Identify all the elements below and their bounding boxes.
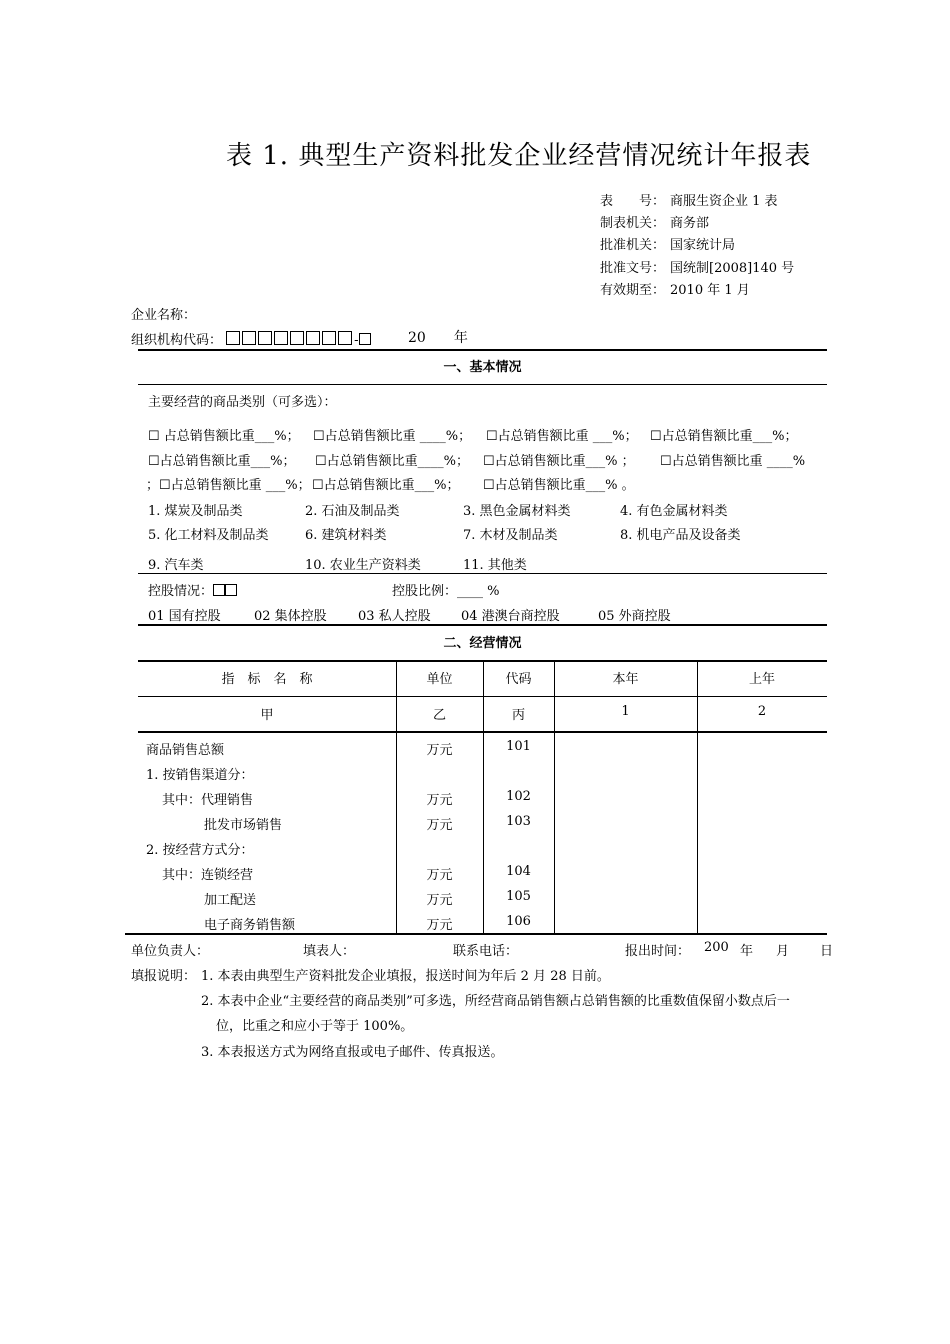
report-year-value: 200 [704,940,729,955]
holding-option: 03 私人控股 [358,609,431,624]
report-time-label: 报出时间： [625,944,691,959]
row-name: 2. 按经营方式分： [146,843,254,858]
section-basic-info-title: 一、基本情况 [443,360,522,375]
holding-ratio-field[interactable]: ____ [457,584,484,599]
row-name: 其中：连锁经营 [162,868,254,883]
category-item: 9. 汽车类 [148,558,204,573]
row-name: 其中：代理销售 [162,793,254,808]
subheader-name: 甲 [260,708,274,723]
category-item: 6. 建筑材料类 [305,528,387,543]
category-item: 2. 石油及制品类 [305,504,400,519]
row-unit: 万元 [426,743,453,758]
row-name: 电子商务销售额 [204,918,296,933]
row-name: 1. 按销售渠道分： [146,768,254,783]
subheader-unit: 乙 [432,708,446,723]
note-item: 位，比重之和应小于等于 100%。 [216,1019,414,1034]
row-unit: 万元 [426,818,453,833]
meta-value: 国家统计局 [670,238,736,253]
meta-value: 国统制[2008]140 号 [670,261,795,276]
categories-label: 主要经营的商品类别（可多选）： [148,395,337,410]
section-operations-title: 二、经营情况 [443,636,522,651]
row-code: 104 [506,864,531,879]
report-day-unit: 日 [820,944,834,959]
report-year [408,327,468,347]
code-box[interactable] [322,331,336,345]
code-box[interactable] [258,331,272,345]
row-name: 加工配送 [204,893,257,908]
code-box[interactable] [274,331,288,345]
holding-box[interactable] [213,584,225,596]
row-unit: 万元 [426,868,453,883]
subheader-last-year: 2 [757,704,767,719]
org-code-label: 组织机构代码： [131,333,223,348]
report-month-unit: 月 [776,944,790,959]
holding-ratio-row [392,580,500,599]
report-year-unit: 年 [740,944,754,959]
year-prefix: 20 [408,330,426,346]
meta-label: 批准机关： [600,238,666,253]
principal-label: 单位负责人： [131,944,210,959]
header-last-year: 上年 [748,672,775,687]
meta-value: 2010 年 1 月 [670,283,750,298]
category-item: 4. 有色金属材料类 [620,504,728,519]
meta-value: 商务部 [670,216,710,231]
code-box[interactable] [338,331,352,345]
row-unit: 万元 [426,893,453,908]
table-column-rule [554,660,555,933]
category-item: 8. 机电产品及设备类 [620,528,741,543]
phone-label: 联系电话： [453,944,519,959]
subheader-this-year: 1 [621,704,630,719]
meta-label: 制表机关： [600,216,666,231]
share-checkbox-item[interactable]: ☐占总销售额比重 ___%； [486,429,638,444]
category-item: 3. 黑色金属材料类 [463,504,571,519]
org-code-row [131,329,371,348]
note-item: 1. 本表由典型生产资料批发企业填报，报送时间为年后 2 月 28 日前。 [201,969,610,984]
share-checkbox-item[interactable]: ☐占总销售额比重____%； [315,454,470,469]
share-checkbox-item[interactable]: ☐占总销售额比重___% 。 [483,478,635,493]
share-checkbox-item[interactable]: ☐占总销售额比重___%； [312,478,460,493]
meta-label: 批准文号： [600,261,666,276]
share-checkbox-item[interactable]: ☐占总销售额比重___% ； [483,454,635,469]
holding-label: 控股情况： [148,584,214,599]
share-checkbox-item[interactable]: ☐占总销售额比重 ____% [660,454,806,469]
category-item: 11. 其他类 [463,558,527,573]
company-name-label: 企业名称： [131,308,197,323]
category-item: 7. 木材及制品类 [463,528,558,543]
meta-label: 表 号： [600,194,666,209]
table-rule [125,933,827,935]
divider [138,624,827,626]
holding-row [148,580,237,599]
header-indicator-name: 指 标 名 称 [221,672,313,687]
divider [138,349,827,351]
code-box[interactable] [290,331,304,345]
org-code-separator: - [354,333,359,348]
notes-label: 填报说明： [131,969,197,984]
filler-label: 填表人： [303,944,356,959]
meta-value: 商服生资企业 1 表 [670,194,778,209]
holding-option: 04 港澳台商控股 [461,609,560,624]
row-unit: 万元 [426,793,453,808]
row-code: 106 [506,914,531,929]
meta-row-valid-until [600,279,750,298]
row-name: 商品销售总额 [146,743,225,758]
share-checkbox-item[interactable]: ☐占总销售额比重___%； [650,429,798,444]
holding-box[interactable] [225,584,237,596]
code-box[interactable] [242,331,256,345]
header-code: 代码 [505,672,532,687]
year-suffix: 年 [453,330,468,346]
holding-option: 05 外商控股 [598,609,671,624]
page-title: 表 1. 典型生产资料批发企业经营情况统计年报表 [226,141,812,171]
share-checkbox-item[interactable]: ☐占总销售额比重 ____%； [313,429,472,444]
share-checkbox-item[interactable]: ；☐占总销售额比重 ___%； [146,478,311,493]
table-column-rule [697,660,698,933]
code-box[interactable] [306,331,320,345]
holding-option: 02 集体控股 [254,609,327,624]
holding-option: 01 国有控股 [148,609,221,624]
header-this-year: 本年 [612,672,639,687]
code-box[interactable] [226,331,240,345]
category-item: 5. 化工材料及制品类 [148,528,269,543]
divider [138,573,827,574]
row-code: 102 [506,789,531,804]
note-item: 2. 本表中企业“主要经营的商品类别”可多选，所经营商品销售额占总销售额的比重数值保留小数点后一 [201,994,790,1009]
note-item: 3. 本表报送方式为网络直报或电子邮件、传真报送。 [201,1045,504,1060]
category-item: 10. 农业生产资料类 [305,558,421,573]
share-checkbox-item[interactable]: ☐占总销售额比重___%； [148,454,296,469]
row-code: 103 [506,814,531,829]
meta-row-issuer [600,212,709,231]
meta-row-form-number [600,190,778,209]
holding-ratio-label: 控股比例： [392,584,458,599]
header-unit: 单位 [426,672,453,687]
check-digit-box[interactable] [359,333,371,345]
holding-ratio-unit: % [487,584,500,599]
meta-row-approval-number [600,257,794,276]
subheader-code: 丙 [511,708,525,723]
meta-row-approver [600,234,735,253]
category-item: 1. 煤炭及制品类 [148,504,243,519]
row-unit: 万元 [426,918,453,933]
row-name: 批发市场销售 [204,818,283,833]
row-code: 101 [506,739,531,754]
org-code-boxes[interactable] [226,333,354,348]
row-code: 105 [506,889,531,904]
divider [138,384,827,385]
meta-label: 有效期至： [600,283,666,298]
share-checkbox-item[interactable]: ☐ 占总销售额比重___%； [148,429,300,444]
